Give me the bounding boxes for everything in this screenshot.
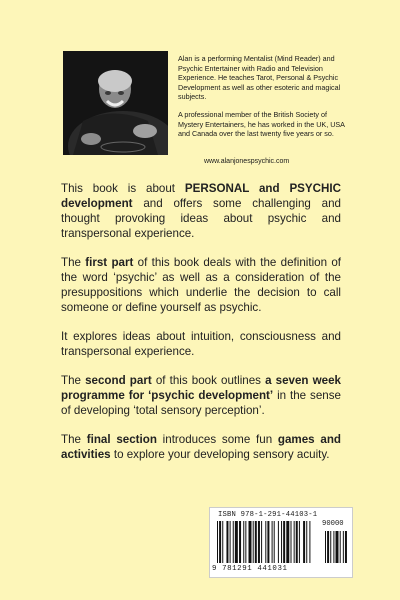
blurb-paragraph-5: The final section introduces some fun games and activities to explore your developing sensory acuity.: [61, 433, 341, 461]
book-blurb: [61, 181, 341, 476]
bio-paragraph-2: A professional member of the British Society of Mystery Entertainers, he has worked in the UK, USA and Canada over the last twenty five years or so.: [178, 109, 345, 139]
barcode-digits: 9 781291 441031: [212, 565, 288, 573]
author-photo: [63, 51, 168, 155]
blurb-paragraph-2: The first part of this book deals with the definition of the word ‘psychic’ as well as a consideration of the presuppositions which underlie the decision to call someone or define yourself as psychic.: [61, 256, 341, 314]
author-bio: [178, 54, 348, 147]
blurb-paragraph-1: This book is about PERSONAL and PSYCHIC development and offers some challenging and thought provoking ideas about psychic and transpersonal experience.: [61, 182, 341, 240]
bio-paragraph-1: Alan is a performing Mentalist (Mind Reader) and Psychic Entertainer with Radio and Television Experience. He teaches Tarot, Personal & Psychic Development as well as other esoteric and magical subjects.: [178, 54, 341, 102]
barcode-bars: [215, 521, 347, 565]
blurb-paragraph-4: The second part of this book outlines a seven week programme for ‘psychic development’ in the sense of developing ‘total sensory perception’.: [61, 374, 341, 417]
blurb-paragraph-3: It explores ideas about intuition, consciousness and transpersonal experience.: [61, 330, 341, 358]
author-website: www.alanjonespsychic.com: [204, 158, 290, 165]
isbn-barcode: [209, 507, 353, 578]
barcode-addon-number: 90000: [322, 520, 344, 528]
isbn-number: ISBN 978-1-291-44103-1: [218, 511, 318, 519]
